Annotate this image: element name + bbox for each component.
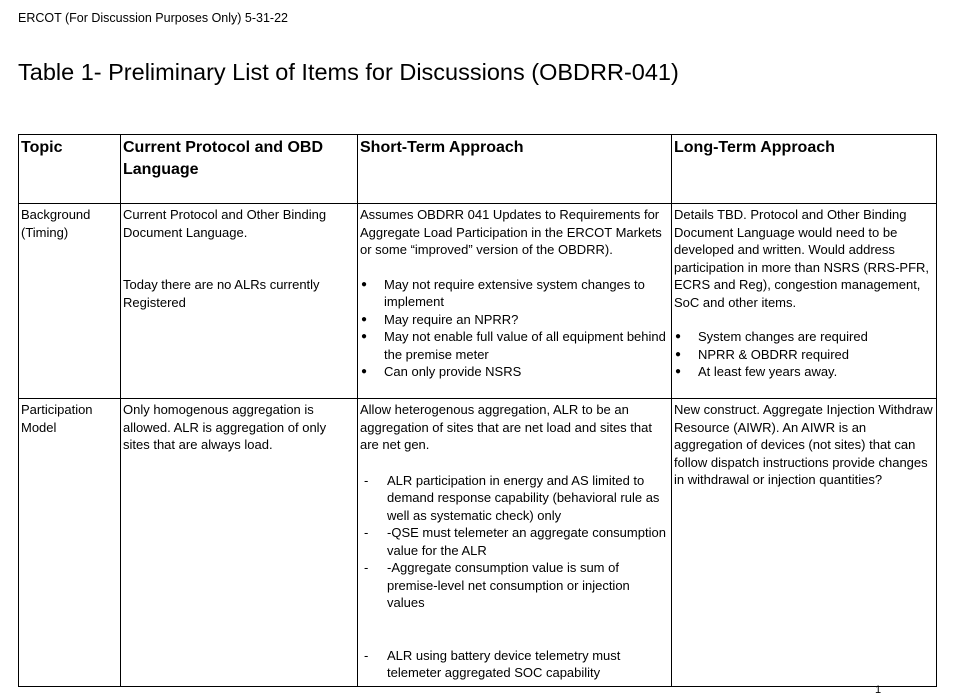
cell-paragraph: Today there are no ALRs currently Registered [123, 277, 320, 310]
bullet-list [360, 276, 669, 381]
cell-paragraph: Current Protocol and Other Binding Document Language. [123, 207, 327, 240]
current-cell [121, 399, 358, 687]
document-header: ERCOT (For Discussion Purposes Only) 5-31-22 [18, 11, 288, 25]
page-number: 1 [875, 684, 882, 696]
table-row [19, 399, 937, 687]
long-term-cell [672, 399, 937, 687]
list-item: ● Can only provide NSRS [360, 363, 669, 381]
column-header-topic: Topic [19, 135, 121, 204]
short-term-cell [358, 204, 672, 399]
long-term-cell [672, 204, 937, 399]
page-title: Table 1- Preliminary List of Items for Discussions (OBDRR-041) [18, 59, 679, 85]
list-item: ● At least few years away. [674, 363, 934, 381]
cell-paragraph: Details TBD. Protocol and Other Binding Document Language would need to be developed and written. Would address participation in more than NSRS (RRS-PFR, ECRS and Reg), congestion management, SoC and other items. [674, 207, 930, 310]
list-item: ● NPRR & OBDRR required [674, 346, 934, 364]
column-header-long-term: Long-Term Approach [672, 135, 937, 204]
cell-paragraph: Allow heterogenous aggregation, ALR to be an aggregation of sites that are net load and sites that are net gen. [360, 402, 652, 452]
discussion-items-table [18, 134, 937, 687]
list-item: - ALR using battery device telemetry must telemeter aggregated SOC capability [360, 647, 669, 682]
list-item: - -Aggregate consumption value is sum of premise-level net consumption or injection values [360, 559, 669, 612]
table-header-row [19, 135, 937, 204]
table-row [19, 204, 937, 399]
list-item: ● May not require extensive system changes to implement [360, 276, 669, 311]
column-header-current: Current Protocol and OBD Language [121, 135, 358, 204]
topic-cell: Background (Timing) [19, 204, 121, 399]
dash-list [360, 647, 669, 682]
list-item: ● System changes are required [674, 328, 934, 346]
current-cell [121, 204, 358, 399]
cell-paragraph: New construct. Aggregate Injection Withdraw Resource (AIWR). An AIWR is an aggregation of devices (not sites) that can follow dispatch instructions provide changes in withdrawal or injection quantities? [674, 402, 933, 487]
column-header-short-term: Short-Term Approach [358, 135, 672, 204]
topic-cell: Participation Model [19, 399, 121, 687]
list-item: ● May require an NPRR? [360, 311, 669, 329]
list-item: ● May not enable full value of all equipment behind the premise meter [360, 328, 669, 363]
cell-paragraph: Only homogenous aggregation is allowed. ALR is aggregation of only sites that are always load. [123, 402, 327, 452]
dash-list [360, 472, 669, 612]
short-term-cell [358, 399, 672, 687]
list-item: - -QSE must telemeter an aggregate consumption value for the ALR [360, 524, 669, 559]
cell-paragraph: Assumes OBDRR 041 Updates to Requirements for Aggregate Load Participation in the ERCOT Markets or some “improved” version of the OBDRR). [360, 207, 662, 257]
list-item: - ALR participation in energy and AS limited to demand response capability (behavioral rule as well as systematic check) only [360, 472, 669, 525]
bullet-list [674, 328, 934, 381]
